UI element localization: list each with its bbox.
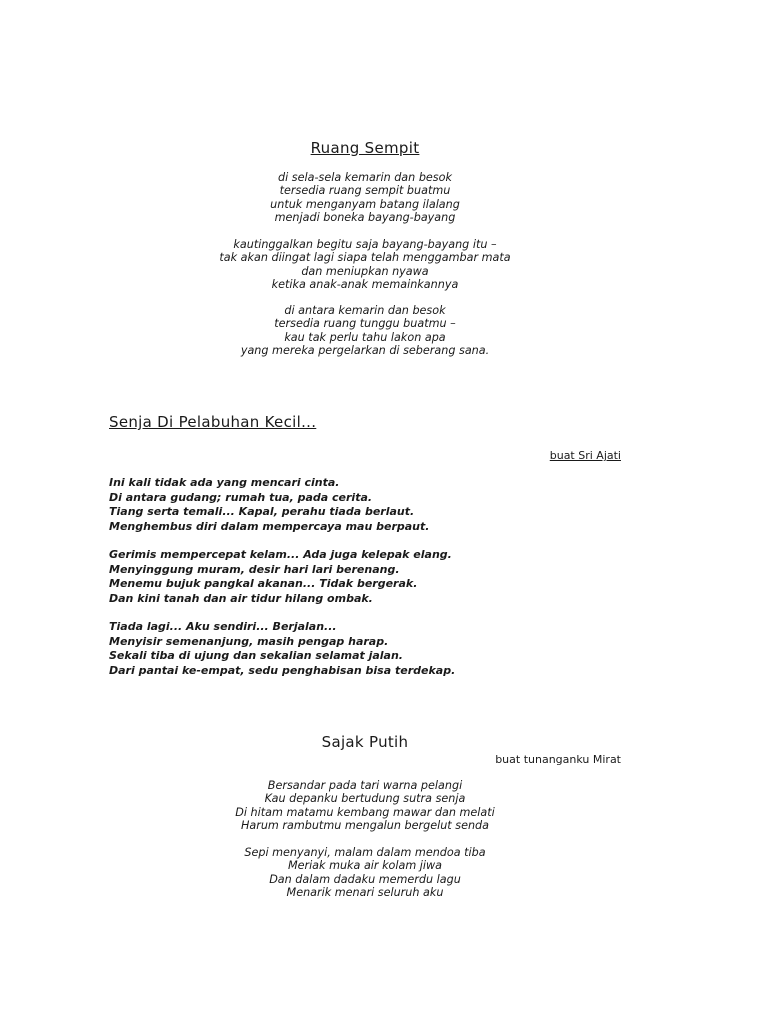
poem-line: Kau depanku bertudung sutra senja [264,792,466,806]
poem-line: Tiada lagi... Aku sendiri... Berjalan... [109,620,337,633]
poem-line: yang mereka pergelarkan di seberang sana. [240,343,490,357]
poem-line: Menghembus diri dalam mempercaya mau berpaut. [109,519,430,533]
poem1-stanza-1 [0,171,730,224]
poem3-dedication: buat tunanganku Mirat [495,753,621,766]
poem-line: Dan dalam dadaku memerdu lagu [269,872,461,886]
poem-line: Menemu bujuk pangkal akanan... Tidak bergerak. [109,577,418,590]
poem-line: Menarik menari seluruh aku [286,885,444,899]
poem-line: tak akan diingat lagi siapa telah menggambar mata [219,251,511,265]
poem-line: untuk menganyam batang ilalang [270,197,460,211]
poem-line: Bersandar pada tari warna pelangi [267,779,463,792]
poem-line: di antara kemarin dan besok [284,304,446,317]
poem-line: dan meniupkan nyawa [301,264,429,278]
poem-line: menjadi boneka bayang-bayang [274,210,456,224]
poem-line: Harum rambutmu mengalun bergelut senda [240,818,490,832]
poem-line: Meriak muka air kolam jiwa [287,859,443,873]
poem-line: Ini kali tidak ada yang mencari cinta. [109,476,340,489]
poem-line: Dan kini tanah dan air tidur hilang ombak. [109,591,373,605]
poem-title-senja-di-pelabuhan-kecil: Senja Di Pelabuhan Kecil... [109,413,317,431]
poem2-dedication: buat Sri Ajati [549,449,621,462]
poem-title-sajak-putih: Sajak Putih [321,733,409,751]
poem-title-ruang-sempit: Ruang Sempit [310,139,420,157]
poem-line: Sekali tiba di ujung dan sekalian selamat jalan. [109,649,403,662]
poem-line: kautinggalkan begitu saja bayang-bayang itu – [233,238,497,251]
poem-line: Di antara gudang; rumah tua, pada cerita. [109,490,373,504]
poem1-stanza-3 [0,304,730,357]
poem-line: Gerimis mempercepat kelam... Ada juga kelepak elang. [109,548,452,561]
poem1-stanza-2 [0,238,730,291]
poem-line: kau tak perlu tahu lakon apa [284,330,446,344]
poem-line: Menyisir semenanjung, masih pengap harap. [109,634,389,648]
poem-line: Tiang serta temali... Kapal, perahu tiada berlaut. [109,505,415,518]
poem3-stanza-2 [0,846,730,899]
poem2-stanza-3 [109,620,455,678]
poem-line: Di hitam matamu kembang mawar dan melati [235,805,495,819]
poem-line: Menyinggung muram, desir hari lari berenang. [109,562,400,576]
poem2-stanza-2 [109,548,452,606]
poem3-stanza-1 [0,779,730,832]
poem-line: tersedia ruang tunggu buatmu – [274,317,456,331]
poem-line: di sela-sela kemarin dan besok [278,171,452,184]
poem-line: Sepi menyanyi, malam dalam mendoa tiba [244,846,486,859]
poem-line: Dari pantai ke-empat, sedu penghabisan bisa terdekap. [109,663,456,677]
poem-line: tersedia ruang sempit buatmu [279,184,451,198]
poem-line: ketika anak-anak memainkannya [271,277,459,291]
poem2-stanza-1 [109,476,429,534]
